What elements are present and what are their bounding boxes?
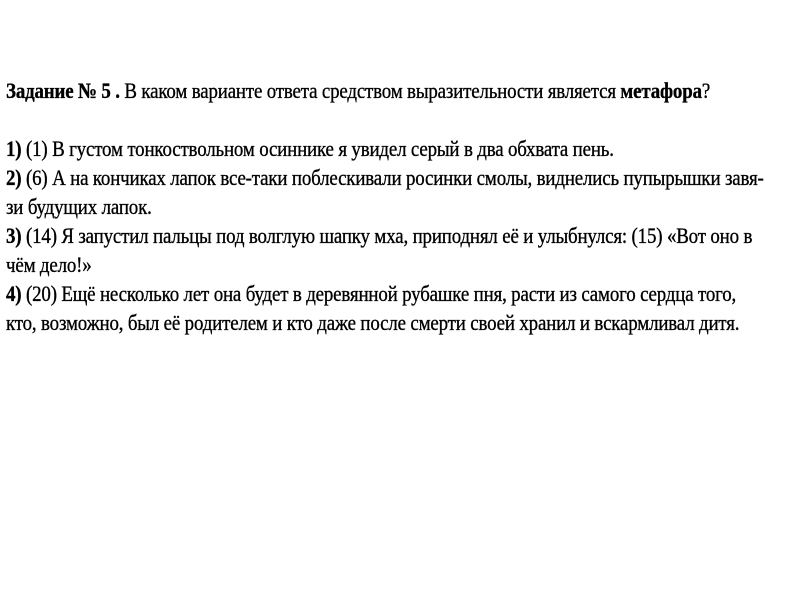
spacer [6, 105, 795, 134]
option-line-continued: зи будущих лапок. [6, 194, 152, 219]
option-number: 1) [6, 136, 22, 161]
option-line [6, 134, 795, 163]
option-line [6, 163, 795, 192]
option-line-continued: кто, возможно, был её родителем и кто даже после смерти своей хранил и вскармливал дитя. [6, 310, 740, 335]
option-line-continued: чём дело!» [6, 252, 92, 277]
option-text: (14) Я запустил пальцы под волглую шапку мха, приподнял её и улыбнулся: (15) «Вот оно в [21, 223, 753, 248]
option-text: (1) В густом тонкоствольном осиннике я увидел серый в два обхвата пень. [21, 136, 614, 161]
option-line [6, 279, 795, 308]
task-question-line [6, 76, 795, 105]
answer-option-2 [6, 163, 795, 221]
option-number: 2) [6, 165, 22, 190]
answer-option-3 [6, 221, 795, 279]
option-text: (6) А на кончиках лапок все-таки поблескивали росинки смолы, виднелись пупырышки завя- [21, 165, 764, 190]
option-number: 3) [6, 223, 22, 248]
task-title: Задание № 5 . [6, 78, 120, 103]
question-prefix: В каком варианте ответа средством выразительности является [119, 78, 621, 103]
question-suffix: ? [701, 78, 711, 103]
option-number: 4) [6, 281, 22, 306]
task-text [6, 76, 795, 337]
task-question [6, 76, 795, 105]
option-line [6, 221, 795, 250]
question-term: метафора [620, 78, 702, 103]
option-text: (20) Ещё несколько лет она будет в деревянной рубашке пня, расти из самого сердца того, [21, 281, 737, 306]
answer-option-1 [6, 134, 795, 163]
answer-option-4 [6, 279, 795, 337]
